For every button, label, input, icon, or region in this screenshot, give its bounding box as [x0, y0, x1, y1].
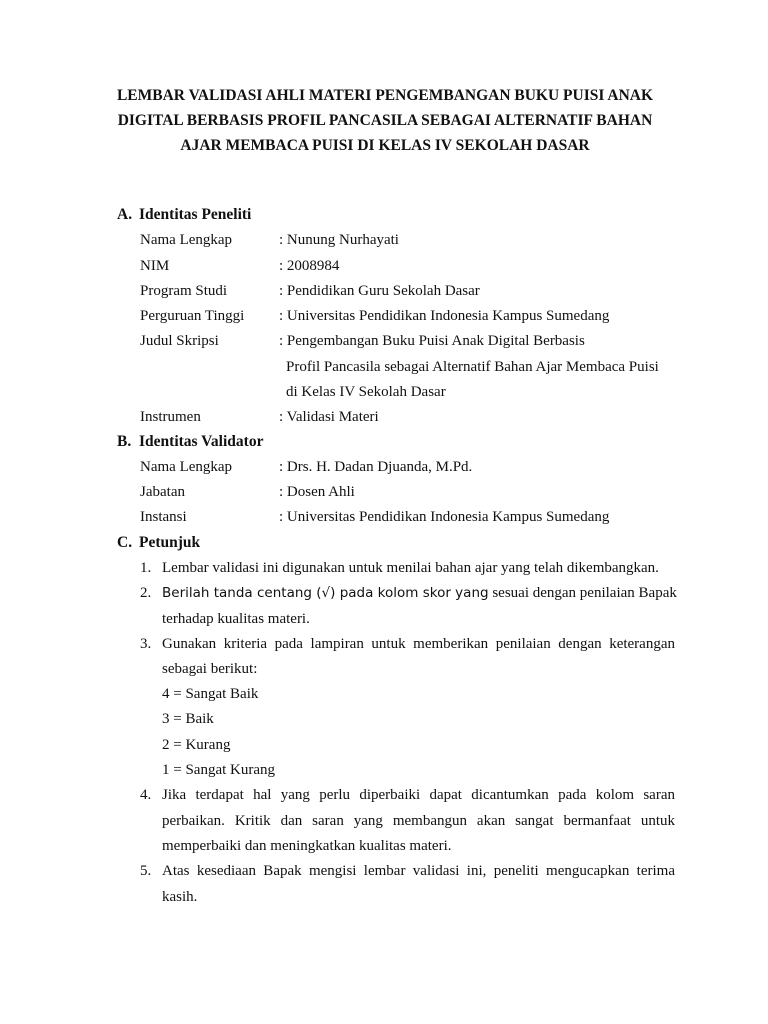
scale-item-1: 1 = Sangat Kurang — [162, 762, 276, 778]
thesis-title-continuation-1: Profil Pancasila sebagai Alternatif Bahan Ajar Membaca Puisi — [286, 359, 659, 375]
instruction-text: perbaikan. Kritik dan saran yang membangun akan sangat bermanfaat untuk — [162, 813, 675, 829]
instruction-text: Jika terdapat hal yang perlu diperbaiki dapat dicantumkan pada kolom saran — [162, 787, 675, 803]
instruction-number: 1. — [140, 560, 152, 576]
section-a-letter: A. — [117, 206, 133, 223]
section-a-heading — [117, 206, 251, 224]
section-c-title: Petunjuk — [139, 534, 201, 551]
section-b-heading — [117, 433, 263, 451]
validator-name-label: Nama Lengkap — [140, 459, 233, 475]
researcher-instrument-label: Instrumen — [140, 409, 201, 425]
researcher-program-value: : Pendidikan Guru Sekolah Dasar — [279, 283, 480, 299]
section-b-title: Identitas Validator — [139, 433, 264, 450]
section-c-heading — [117, 534, 200, 552]
instruction-item-4-line-3: memperbaiki dan meningkatkan kualitas materi. — [162, 838, 452, 854]
researcher-thesis-label: Judul Skripsi — [140, 333, 219, 349]
validator-name-value: : Drs. H. Dadan Djuanda, M.Pd. — [279, 459, 473, 475]
scale-item-3: 3 = Baik — [162, 711, 214, 727]
instruction-text-part-b: sesuai dengan penilaian Bapak — [488, 585, 677, 601]
instruction-number: 3. — [140, 636, 152, 652]
instruction-number: 4. — [140, 787, 152, 803]
researcher-name-label: Nama Lengkap — [140, 232, 233, 248]
instruction-number: 5. — [140, 863, 152, 879]
validator-institution-label: Instansi — [140, 509, 187, 525]
validator-institution-value: : Universitas Pendidikan Indonesia Kampus Sumedang — [279, 509, 610, 525]
instruction-text: Gunakan kriteria pada lampiran untuk memberikan penilaian dengan keterangan — [162, 636, 675, 652]
researcher-program-label: Program Studi — [140, 283, 228, 299]
validator-position-value: : Dosen Ahli — [279, 484, 355, 500]
validator-position-label: Jabatan — [140, 484, 185, 500]
instruction-number: 2. — [140, 585, 152, 601]
researcher-instrument-value: : Validasi Materi — [279, 409, 379, 425]
section-b-letter: B. — [117, 433, 132, 450]
researcher-thesis-value: : Pengembangan Buku Puisi Anak Digital Berbasis — [279, 333, 585, 349]
instruction-item-3-line-2: sebagai berikut: — [162, 661, 258, 677]
instruction-item-2-line-2: terhadap kualitas materi. — [162, 611, 310, 627]
instruction-text-part-a: Berilah tanda centang (√) pada kolom skor yang — [162, 585, 489, 601]
researcher-nim-label: NIM — [140, 258, 170, 274]
scale-item-4: 4 = Sangat Baik — [162, 686, 259, 702]
researcher-university-value: : Universitas Pendidikan Indonesia Kampus Sumedang — [279, 308, 610, 324]
title-line-3: AJAR MEMBACA PUISI DI KELAS IV SEKOLAH DASAR — [180, 137, 590, 154]
instruction-text: Lembar validasi ini digunakan untuk menilai bahan ajar yang telah dikembangkan. — [162, 560, 659, 576]
researcher-name-value: : Nunung Nurhayati — [279, 232, 399, 248]
instruction-text: Atas kesediaan Bapak mengisi lembar validasi ini, peneliti mengucapkan terima — [162, 863, 675, 879]
title-line-2: DIGITAL BERBASIS PROFIL PANCASILA SEBAGAI ALTERNATIF BAHAN — [117, 112, 653, 129]
title-line-1: LEMBAR VALIDASI AHLI MATERI PENGEMBANGAN BUKU PUISI ANAK — [116, 87, 654, 104]
instruction-text — [162, 585, 675, 602]
scale-item-2: 2 = Kurang — [162, 737, 231, 753]
thesis-title-continuation-2: di Kelas IV Sekolah Dasar — [286, 384, 446, 400]
section-c-letter: C. — [117, 534, 133, 551]
instruction-item-5-line-2: kasih. — [162, 889, 198, 905]
section-a-title: Identitas Peneliti — [139, 206, 252, 223]
document-title — [90, 83, 680, 158]
researcher-nim-value: : 2008984 — [279, 258, 340, 274]
researcher-university-label: Perguruan Tinggi — [140, 308, 245, 324]
